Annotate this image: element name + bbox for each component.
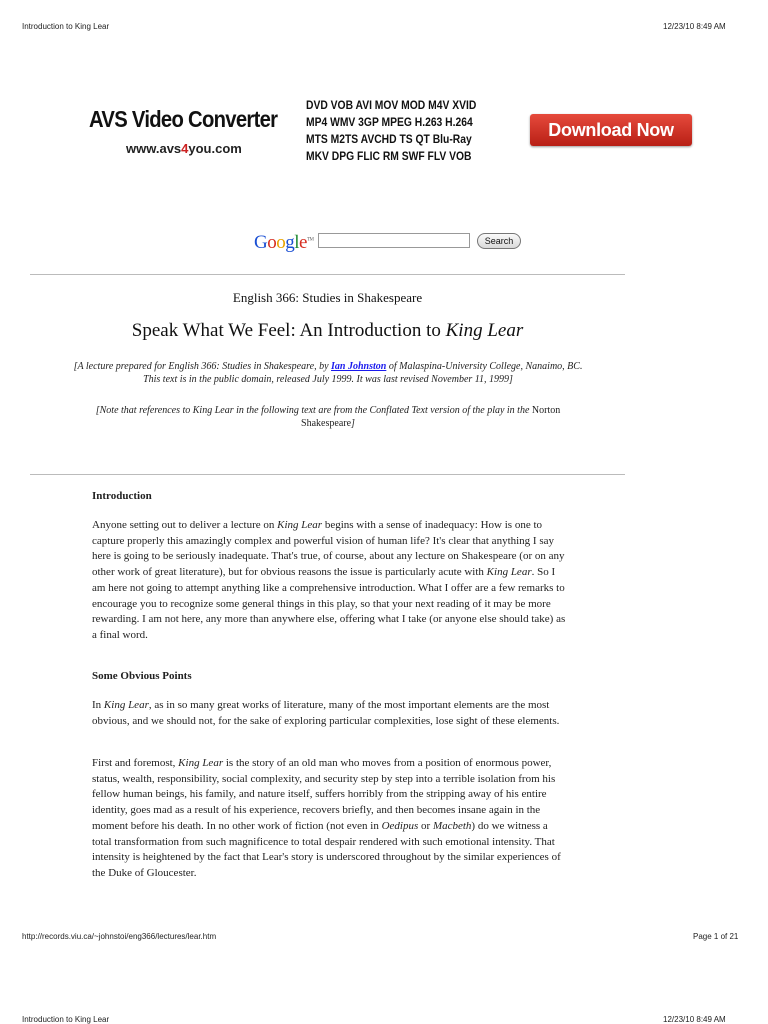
ad-format-list bbox=[306, 97, 478, 165]
intro-paragraph: Anyone setting out to deliver a lecture on King Lear begins with a sense of inadequacy: How is one to capture properly this amazingly complex and powerful vision of human life? It's clear that anything I say here is going to be seriously inadequate. That's true, of course, about any lecture on Shakespeare (or on any other work of great literature), but for obvious reasons the issue is particularly acute with King Lear. So I am here not going to attempt anything like a comprehensive introduction. What I offer are a few remarks to encourage you to recognize some general things in this play, so that your next reading of it may be more rewarding. I am not here, any more than anywhere else, offering what I take (or anyone else should take) as a final word. bbox=[92, 519, 566, 641]
lecture-note: [A lecture prepared for English 366: Studies in Shakespeare, by Ian Johnston of Malaspina-University College, Nanaimo, BC. This text is in the public domain, released July 1999. It was last revised November 11, 1999] bbox=[73, 361, 583, 385]
divider bbox=[30, 274, 625, 275]
next-page-header-title: Introduction to King Lear bbox=[22, 1015, 110, 1024]
ad-title: AVS Video Converter bbox=[89, 106, 278, 132]
divider bbox=[30, 474, 625, 475]
ad-url-accent: 4 bbox=[181, 141, 189, 156]
ad-url[interactable] bbox=[126, 141, 242, 156]
points-paragraph-2: First and foremost, King Lear is the story of an old man who moves from a position of enormous power, status, wealth, responsibility, social complexity, and security step by step into a terrible isolation from his fellow human beings, his family, and nature itself, suffers horribly from the stripping away of his entire identity, goes mad as a result of his experience, recovers briefly, and then becomes insane again in the moment before his death. In no other work of fiction (not even in Oedipus or Macbeth) do we witness a total transformation from such magnificence to total despair rendered with such emotional intensity. That intensity is heightened by the fact that Lear's story is underscored throughout by the similar experiences of the Duke of Gloucester. bbox=[92, 757, 561, 879]
ad-url-suffix: you.com bbox=[188, 141, 242, 156]
course-name: English 366: Studies in Shakespeare bbox=[232, 290, 423, 305]
points-paragraph-1: In King Lear, as in so many great works of literature, many of the most important elements are the most obvious, and we should not, for the sake of exploring particular complexities, lose sight of these elements. bbox=[92, 699, 560, 727]
print-header-title: Introduction to King Lear bbox=[22, 22, 110, 31]
ad-url-prefix: www.avs bbox=[126, 141, 182, 156]
google-search-button[interactable]: Search bbox=[477, 233, 521, 249]
ad-format-line: MP4 WMV 3GP MPEG H.263 H.264 bbox=[306, 115, 473, 129]
print-footer-url: http://records.viu.ca/~johnstoi/eng366/lectures/lear.htm bbox=[22, 932, 217, 941]
page-title: Speak What We Feel: An Introduction to King Lear bbox=[131, 320, 524, 341]
google-search-input[interactable] bbox=[318, 233, 470, 248]
section-heading-introduction: Introduction bbox=[92, 490, 152, 502]
print-header-datetime: 12/23/10 8:49 AM bbox=[663, 22, 726, 31]
ad-format-line: DVD VOB AVI MOV MOD M4V XVID bbox=[306, 98, 477, 112]
print-footer-page: Page 1 of 21 bbox=[693, 932, 739, 941]
next-page-header-datetime: 12/23/10 8:49 AM bbox=[663, 1015, 726, 1024]
ad-format-line: MKV DPG FLIC RM SWF FLV VOB bbox=[306, 149, 472, 163]
reference-note: [Note that references to King Lear in the following text are from the Conflated Text version of the play in the Norton Shakespeare] bbox=[95, 405, 561, 429]
google-logo: Google™ bbox=[254, 232, 314, 253]
section-heading-obvious-points: Some Obvious Points bbox=[92, 670, 192, 682]
ad-format-line: MTS M2TS AVCHD TS QT Blu-Ray bbox=[306, 132, 472, 146]
author-link[interactable]: Ian Johnston bbox=[331, 361, 387, 372]
download-now-button[interactable]: Download Now bbox=[530, 114, 692, 146]
